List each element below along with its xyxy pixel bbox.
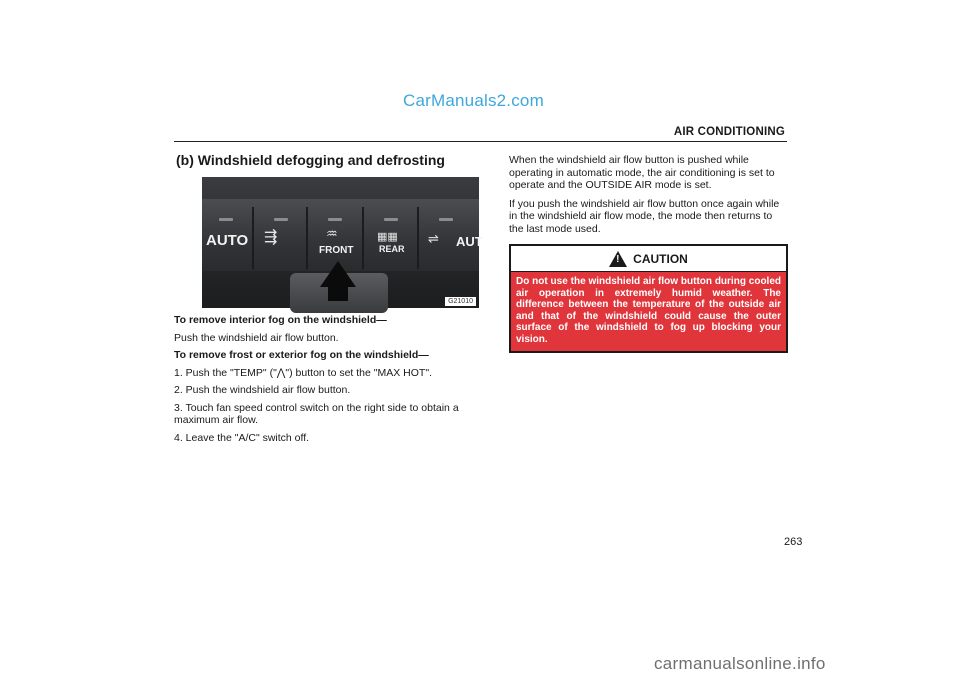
section-header: AIR CONDITIONING [673, 126, 785, 138]
frost-step-3: 3. Touch fan speed control switch on the right side to obtain a maximum air flow. [174, 401, 459, 426]
button-indicator [328, 218, 342, 221]
left-text [174, 314, 480, 444]
figure-code: G21010 [445, 297, 476, 306]
warning-triangle-icon [609, 251, 627, 267]
interior-fog-heading: To remove interior fog on the windshield— [174, 314, 387, 326]
button-indicator [219, 218, 233, 221]
caution-title: CAUTION [633, 251, 688, 266]
section-title: (b) Windshield defogging and defrosting [176, 152, 445, 168]
button-separator [417, 207, 419, 269]
pointer-arrow-stem [328, 285, 348, 301]
left-column [174, 152, 483, 449]
fan-airflow-icon: ⇶ [264, 229, 278, 246]
button-separator [252, 207, 254, 269]
auto-button-label: AUTO [206, 232, 249, 249]
page-number: 263 [784, 536, 803, 548]
frost-step-4: 4. Leave the "A/C" switch off. [174, 431, 310, 444]
auto-mode-paragraph: When the windshield air flow button is pushed while operating in automatic mode, the air conditioning is set to operate and the OUTSIDE AIR mode is set. [509, 154, 775, 191]
right-column [509, 154, 788, 353]
frost-step-2: 2. Push the windshield air flow button. [174, 384, 351, 396]
rear-defogger-icon: ▦▦ [377, 231, 398, 243]
caution-box [509, 244, 788, 353]
button-separator [306, 207, 308, 269]
pointer-arrow-icon [320, 261, 356, 287]
watermark-bottom[interactable]: carmanualsonline.info [654, 654, 826, 673]
auto-right-label: AUT [456, 234, 483, 249]
button-separator [362, 207, 364, 269]
front-button-label: FRONT [319, 245, 354, 256]
header-rule [174, 141, 787, 142]
windshield-defroster-icon: ♒ [326, 226, 338, 241]
rear-button-label: REAR [379, 244, 405, 254]
button-indicator [439, 218, 453, 221]
air-inlet-icon: ⇌ [428, 231, 439, 246]
caution-header [511, 246, 786, 272]
control-panel-photo [202, 177, 483, 308]
interior-fog-step: Push the windshield air flow button. [174, 331, 339, 344]
return-mode-paragraph: If you push the windshield air flow button once again while in the windshield air flow mode, the mode then returns to the last mode used. [509, 197, 780, 235]
button-indicator [274, 218, 288, 221]
caution-text: Do not use the windshield air flow button during cooled air operation in extremely humid weather. The difference between the temperature of the outside air and that of the windshield could cause the outer surface of the windshield to fog up blocking your vision. [516, 276, 781, 345]
frost-heading: To remove frost or exterior fog on the windshield— [174, 349, 429, 361]
watermark-top[interactable]: CarManuals2.com [403, 91, 544, 110]
button-indicator [384, 218, 398, 221]
frost-step-1: 1. Push the "TEMP" ("⋀") button to set the "MAX HOT". [174, 366, 432, 379]
